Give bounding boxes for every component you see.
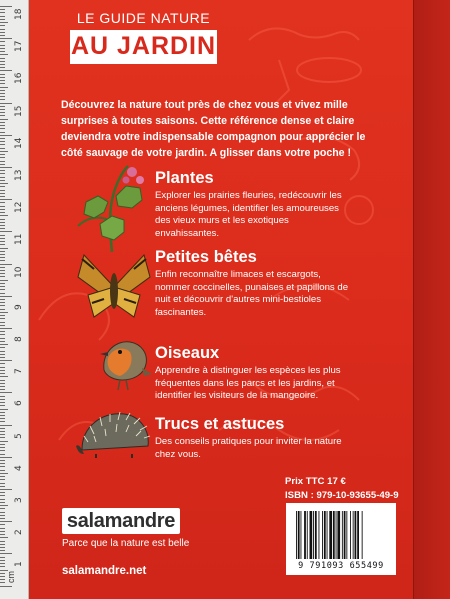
ruler-tick [0,489,12,490]
ruler-tick [0,315,5,316]
ruler-tick [0,418,5,419]
robin-illustration [94,330,154,392]
ruler-tick [0,383,5,384]
ruler-tick [0,289,5,290]
ruler-tick [0,38,12,39]
ruler-number: 3 [14,497,24,503]
barcode-bar [346,511,347,559]
ruler-tick [0,99,5,100]
ruler-tick [0,450,5,451]
ruler-tick [0,412,5,413]
ruler-tick [0,557,5,558]
ruler-tick [0,431,5,432]
barcode-bar [333,511,335,559]
ruler-tick [0,544,5,545]
ruler-tick [0,167,12,168]
ruler-tick [0,405,5,406]
ruler-tick [0,547,5,548]
ruler-tick [0,254,5,255]
ruler-tick [0,367,5,368]
ruler-number: 8 [14,336,24,342]
ruler-tick [0,457,12,458]
ruler-tick [0,360,12,361]
barcode-bar [322,511,323,559]
ruler-tick [0,183,8,184]
section-title: Trucs et astuces [155,415,285,433]
ruler-tick [0,70,12,71]
ruler-tick [0,157,5,158]
ruler-tick [0,415,5,416]
ruler-tick [0,347,5,348]
ruler-tick [0,425,12,426]
plant-illustration [72,162,154,254]
ruler-tick [0,77,5,78]
ruler-tick [0,106,5,107]
ruler-tick [0,354,5,355]
ruler-tick [0,29,5,30]
ruler-tick [0,466,5,467]
ruler-tick [0,9,5,10]
ruler-tick [0,154,5,155]
ruler-tick [0,267,5,268]
section-title: Oiseaux [155,344,220,362]
ruler-tick [0,35,5,36]
ruler-tick [0,212,5,213]
barcode-bar [350,511,351,559]
barcode-bar [324,511,326,559]
section-oiseaux [155,343,353,403]
ruler-tick [0,399,5,400]
barcode-bar [344,511,346,559]
ruler-tick [0,486,5,487]
barcode-bar [319,511,320,559]
barcode-bar [310,511,313,559]
ruler-tick [0,19,5,20]
ruler-tick [0,151,8,152]
barcode-bar [336,511,337,559]
section-petites-betes [155,247,353,319]
ruler-tick [0,502,5,503]
ruler-tick [0,135,12,136]
ruler-tick [0,573,5,574]
ruler-tick [0,6,12,7]
ruler-tick [0,32,5,33]
ruler-number: 18 [14,8,24,20]
ruler-tick [0,238,5,239]
ruler-tick [0,144,5,145]
ruler-tick [0,16,5,17]
book-spine [413,0,450,599]
ruler-tick [0,260,5,261]
ruler-tick [0,499,5,500]
title-block [70,8,217,72]
ruler-tick [0,193,5,194]
ruler-tick [0,463,5,464]
ruler-tick [0,90,5,91]
ruler-number: 10 [14,266,24,278]
ruler-tick [0,531,5,532]
ruler-tick [0,241,5,242]
ruler-tick [0,41,5,42]
ruler-tick [0,521,12,522]
ruler-tick [0,331,5,332]
barcode [286,503,396,575]
ruler-tick [0,283,5,284]
ruler-tick [0,25,5,26]
ruler-tick [0,215,8,216]
section-title: Petites bêtes [155,248,257,266]
ruler-tick [0,206,5,207]
ruler-tick [0,550,5,551]
ruler-tick [0,228,5,229]
ruler-tick [0,109,5,110]
section-text: Explorer les prairies fleuries, redécouvrir les anciens légumes, identifier les amoureuses des vieux murs et les exotiques envahissantes. [155,190,342,239]
section-text: Enfin reconnaître limaces et escargots, nommer coccinelles, punaises et papillons de nuit et découvrir d'autres mini-bestioles fascinantes. [155,269,349,318]
ruler-number: 14 [14,137,24,149]
ruler-tick [0,54,8,55]
ruler-tick [0,302,5,303]
barcode-bar [329,511,332,559]
ruler-tick [0,119,8,120]
ruler-number: 5 [14,432,24,439]
barcode-bar [353,511,354,559]
ruler-tick [0,58,5,59]
ruler-tick [0,244,5,245]
ruler-tick [0,177,5,178]
ruler-tick [0,396,5,397]
ruler-tick [0,470,5,471]
ruler-tick [0,476,5,477]
ruler-tick [0,103,12,104]
ruler-tick [0,122,5,123]
moth-illustration [74,247,154,325]
ruler-tick [0,45,5,46]
ruler-tick [0,74,5,75]
ruler-tick [0,515,5,516]
ruler-tick [0,128,5,129]
ruler-number: 7 [14,368,24,375]
ruler-tick [0,460,5,461]
publisher-logo-text: salamandre [66,510,176,532]
ruler-tick [0,512,5,513]
ruler-tick [0,344,8,345]
barcode-bar [313,511,314,559]
ruler-number: 17 [14,40,24,53]
ruler-tick [0,518,5,519]
ruler-tick [0,286,5,287]
ruler-number: 15 [14,105,24,117]
ruler-tick [0,61,5,62]
ruler-tick [0,341,5,342]
ruler-tick [0,508,5,509]
ruler-number: 1 [14,561,24,568]
ruler-number: 16 [14,72,24,85]
hedgehog-illustration [76,406,152,458]
ruler-tick [0,409,8,410]
ruler-tick [0,280,8,281]
intro-paragraph: Découvrez la nature tout près de chez vous et vivez mille surprises à toutes saisons. Cette référence dense et claire deviendra votre indispensable compagnon pour apprécier le côté sauvage de votre jardin. A glisser dans votre poche ! [61,99,366,159]
ruler-tick [0,48,5,49]
ruler-tick [0,12,5,13]
ruler-tick [0,386,5,387]
ruler-tick [0,196,5,197]
ruler-tick [0,479,5,480]
barcode-bar [307,511,308,559]
ruler-tick [0,231,12,232]
barcode-number: 9 791093 655499 [298,561,384,571]
ruler-tick [0,80,5,81]
section-trucs-astuces [155,414,353,461]
ruler-tick [0,202,5,203]
section-text: Des conseils pratiques pour inviter la nature chez vous. [155,436,342,460]
barcode-bar [357,511,359,559]
ruler-tick [0,51,5,52]
ruler-tick [0,312,8,313]
ruler-tick [0,566,5,567]
series-kicker: LE GUIDE NATURE [76,10,211,26]
ruler-tick [0,138,5,139]
ruler-tick [0,248,8,249]
ruler-tick [0,528,5,529]
ruler-number: 4 [14,465,24,471]
ruler-tick [0,209,5,210]
ruler-tick [0,87,8,88]
publisher-logo [62,508,180,534]
ruler-tick [0,553,12,554]
ruler-tick [0,495,5,496]
ruler-tick [0,125,5,126]
barcode-bar [337,511,340,559]
ruler-tick [0,148,5,149]
ruler-tick [0,534,5,535]
price-info [285,475,399,503]
ruler-tick [0,537,8,538]
barcode-bar [296,511,297,559]
ruler-number: 9 [14,304,24,310]
ruler-tick [0,437,5,438]
ruler-tick [0,373,5,374]
ruler-tick [0,173,5,174]
ruler-tick [0,402,5,403]
ruler-tick [0,309,5,310]
price-label: Prix TTC 17 € [285,476,346,487]
section-plantes [155,168,353,240]
ruler-tick [0,22,8,23]
ruler-tick [0,112,5,113]
ruler-tick [0,225,5,226]
ruler-tick [0,199,12,200]
ruler-tick [0,222,5,223]
ruler-tick [0,219,5,220]
barcode-bar [327,511,328,559]
book-title: AU JARDIN [70,30,217,64]
ruler-tick [0,428,5,429]
ruler-tick [0,380,5,381]
ruler-tick [0,64,5,65]
ruler-tick [0,444,5,445]
ruler-number: 12 [14,201,24,214]
ruler-tick [0,473,8,474]
barcode-bar [301,511,302,559]
ruler-tick [0,524,5,525]
ruler-number: 6 [14,400,24,407]
ruler-tick [0,492,5,493]
ruler-tick [0,363,5,364]
ruler-unit: cm [6,571,16,583]
ruler-tick [0,161,5,162]
ruler-tick [0,186,5,187]
barcode-bar [355,511,357,559]
ruler-tick [0,296,12,297]
barcode-bar [315,511,317,559]
ruler-tick [0,299,5,300]
ruler-tick [0,318,5,319]
ruler-number: 11 [14,233,24,246]
ruler-number: 13 [14,169,24,181]
barcode-bar [304,511,306,559]
ruler-tick [0,83,5,84]
ruler-tick [0,582,5,583]
ruler-number: 2 [14,529,24,536]
isbn-label: ISBN : 979-10-93655-49-9 [285,490,399,501]
ruler-tick [0,351,5,352]
ruler-tick [0,389,5,390]
publisher-website: salamandre.net [62,565,147,577]
ruler-tick [0,96,5,97]
ruler-tick [0,376,8,377]
ruler-tick [0,164,5,165]
ruler-tick [0,270,5,271]
ruler-tick [0,421,5,422]
ruler-tick [0,273,5,274]
ruler-tick [0,541,5,542]
ruler-tick [0,576,5,577]
barcode-bars [294,511,388,559]
ruler-tick [0,505,8,506]
ruler-tick [0,334,5,335]
ruler-tick [0,338,5,339]
ruler-tick [0,441,8,442]
ruler-tick [0,447,5,448]
ruler-tick [0,454,5,455]
ruler-tick [0,132,5,133]
ruler-tick [0,170,5,171]
ruler-tick [0,579,5,580]
ruler-tick [0,560,5,561]
barcode-bar [298,511,300,559]
ruler-tick [0,180,5,181]
ruler-tick [0,276,5,277]
ruler-tick [0,328,12,329]
ruler-tick [0,434,5,435]
ruler-tick [0,93,5,94]
ruler-tick [0,392,12,393]
barcode-bar [342,511,343,559]
ruler-tick [0,257,5,258]
ruler-tick [0,235,5,236]
section-text: Apprendre à distinguer les espèces les plus fréquentes dans les parcs et les jardins, et identifier les visiteurs de la mangeoire. [155,365,341,402]
ruler-tick [0,251,5,252]
ruler-tick [0,141,5,142]
ruler-tick [0,305,5,306]
ruler-tick [0,264,12,265]
ruler-tick [0,322,5,323]
ruler-tick [0,586,12,587]
ruler-tick [0,483,5,484]
publisher-tagline: Parce que la nature est belle [62,538,190,549]
ruler-tick [0,115,5,116]
ruler-tick [0,370,5,371]
barcode-bar [362,511,363,559]
measuring-ruler [0,0,29,599]
ruler-tick [0,190,5,191]
ruler-tick [0,67,5,68]
ruler-tick [0,293,5,294]
ruler-tick [0,357,5,358]
ruler-tick [0,563,5,564]
section-title: Plantes [155,169,214,187]
ruler-tick [0,325,5,326]
